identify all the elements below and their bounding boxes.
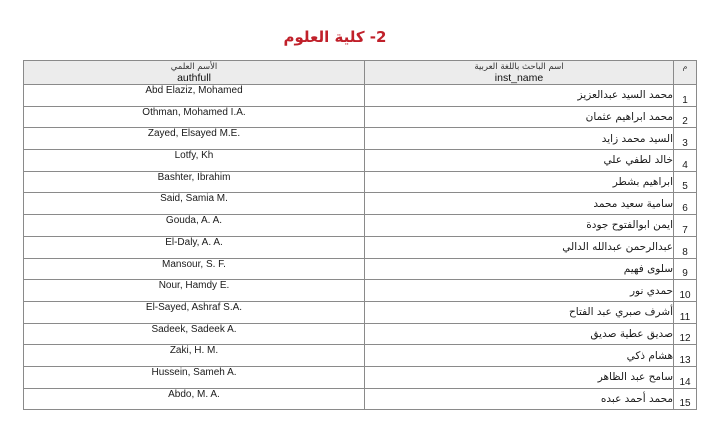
row-number-cell: 10 xyxy=(674,280,697,302)
row-number-cell: 14 xyxy=(674,366,697,388)
inst-name-cell: ابراهيم بشطر xyxy=(365,171,674,193)
table-row xyxy=(24,85,697,107)
authfull-cell: Mansour, S. F. xyxy=(24,258,365,280)
table-row xyxy=(24,215,697,237)
inst-name-cell: عبدالرحمن عبدالله الدالي xyxy=(365,236,674,258)
researchers-table xyxy=(23,60,697,410)
inst-name-header-arabic: اسم الباحث باللغة العربية xyxy=(474,62,564,72)
row-number-cell: 6 xyxy=(674,193,697,215)
authfull-cell: Gouda, A. A. xyxy=(24,215,365,237)
inst-name-cell: أشرف صبري عبد الفتاح xyxy=(365,301,674,323)
row-number-cell: 5 xyxy=(674,171,697,193)
table-body xyxy=(24,85,697,410)
authfull-header-arabic: الأسم العلمي xyxy=(170,62,218,72)
row-number-cell: 9 xyxy=(674,258,697,280)
table-row xyxy=(24,388,697,410)
authfull-cell: Zayed, Elsayed M.E. xyxy=(24,128,365,150)
table-row xyxy=(24,171,697,193)
number-header: م xyxy=(674,61,697,85)
table-row xyxy=(24,280,697,302)
inst-name-cell: سامح عبد الظاهر xyxy=(365,366,674,388)
inst-name-cell: سامية سعيد محمد xyxy=(365,193,674,215)
authfull-cell: El-Daly, A. A. xyxy=(24,236,365,258)
authfull-cell: Othman, Mohamed I.A. xyxy=(24,106,365,128)
table-header-row xyxy=(24,61,697,85)
authfull-cell: El-Sayed, Ashraf S.A. xyxy=(24,301,365,323)
authfull-cell: Lotfy, Kh xyxy=(24,150,365,172)
row-number-cell: 3 xyxy=(674,128,697,150)
inst-name-cell: صديق عطية صديق xyxy=(365,323,674,345)
inst-name-cell: السيد محمد زايد xyxy=(365,128,674,150)
row-number-cell: 1 xyxy=(674,85,697,107)
row-number-cell: 13 xyxy=(674,345,697,367)
table-row xyxy=(24,258,697,280)
authfull-header-english: authfull xyxy=(177,72,211,84)
table-row xyxy=(24,236,697,258)
row-number-cell: 11 xyxy=(674,301,697,323)
table-row xyxy=(24,128,697,150)
authfull-cell: Zaki, H. M. xyxy=(24,345,365,367)
inst-name-cell: خالد لطفي علي xyxy=(365,150,674,172)
row-number-cell: 12 xyxy=(674,323,697,345)
inst-name-cell: محمد أحمد عبده xyxy=(365,388,674,410)
authfull-cell: Abdo, M. A. xyxy=(24,388,365,410)
authfull-cell: Said, Samia M. xyxy=(24,193,365,215)
table-row xyxy=(24,106,697,128)
authfull-cell: Hussein, Sameh A. xyxy=(24,366,365,388)
inst-name-cell: حمدي نور xyxy=(365,280,674,302)
authfull-cell: Nour, Hamdy E. xyxy=(24,280,365,302)
authfull-cell: Sadeek, Sadeek A. xyxy=(24,323,365,345)
row-number-cell: 15 xyxy=(674,388,697,410)
authfull-header xyxy=(24,61,365,85)
inst-name-cell: محمد السيد عبدالعزيز xyxy=(365,85,674,107)
authfull-cell: Abd Elaziz, Mohamed xyxy=(24,85,365,107)
row-number-cell: 4 xyxy=(674,150,697,172)
row-number-cell: 7 xyxy=(674,215,697,237)
table-row xyxy=(24,323,697,345)
table-row xyxy=(24,150,697,172)
authfull-cell: Bashter, Ibrahim xyxy=(24,171,365,193)
inst-name-cell: سلوى فهيم xyxy=(365,258,674,280)
table-row xyxy=(24,193,697,215)
inst-name-header-english: inst_name xyxy=(494,72,544,84)
section-title: 2- كلية العلوم xyxy=(283,28,387,46)
row-number-cell: 8 xyxy=(674,236,697,258)
inst-name-cell: ايمن ابوالفتوح جودة xyxy=(365,215,674,237)
inst-name-cell: محمد ابراهيم عثمان xyxy=(365,106,674,128)
table-row xyxy=(24,366,697,388)
row-number-cell: 2 xyxy=(674,106,697,128)
inst-name-cell: هشام ذكي xyxy=(365,345,674,367)
table-row xyxy=(24,345,697,367)
table-row xyxy=(24,301,697,323)
inst-name-header xyxy=(365,61,674,85)
